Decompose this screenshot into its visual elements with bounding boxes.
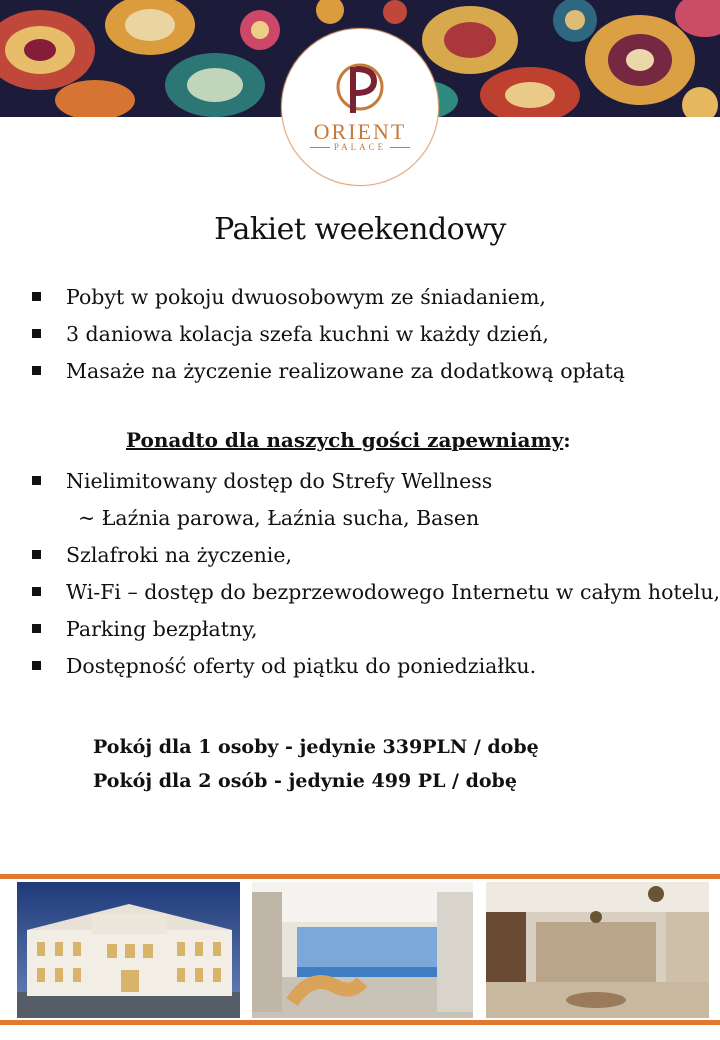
brand-sub: PALACE [282, 142, 438, 152]
list-item [32, 279, 625, 316]
list-item [32, 463, 720, 500]
list-item-text: Dostępność oferty od piątku do poniedziałku. [66, 654, 537, 678]
pool-photo [252, 882, 473, 1018]
list-item [32, 648, 720, 685]
list-item-text: 3 daniowa kolacja szefa kuchni w każdy dzień, [66, 322, 549, 346]
palace-monogram-icon [330, 59, 390, 119]
list-item-text: Parking bezpłatny, [66, 617, 258, 641]
bullet-square-icon [32, 476, 41, 485]
bullet-square-icon [32, 550, 41, 559]
price-single: Pokój dla 1 osoby - jedynie 339PLN / dobę [93, 736, 539, 758]
bullet-square-icon [32, 292, 41, 301]
orange-divider-top [0, 874, 720, 879]
price-block [93, 730, 539, 798]
bullet-square-icon [32, 661, 41, 670]
orient-palace-logo[interactable] [281, 28, 439, 186]
list-item-text: Pobyt w pokoju dwuosobowym ze śniadaniem, [66, 285, 546, 309]
bullet-square-icon [32, 366, 41, 375]
list-item [32, 353, 625, 390]
hotel-exterior-photo [17, 882, 240, 1018]
list-item [32, 537, 720, 574]
bullet-square-icon [32, 329, 41, 338]
subheading-colon: : [563, 428, 571, 452]
bullet-square-icon [32, 587, 41, 596]
subheading-text: Ponadto dla naszych gości zapewniamy [126, 428, 564, 452]
list-item-text: Nielimitowany dostęp do Strefy Wellness [66, 469, 493, 493]
lobby-photo [486, 882, 709, 1018]
page-title: Pakiet weekendowy [214, 212, 506, 247]
price-double: Pokój dla 2 osób - jedynie 499 PL / dobę [93, 770, 517, 792]
list-item-text: Masaże na życzenie realizowane za dodatkową opłatą [66, 359, 626, 383]
package-list [32, 279, 625, 390]
list-item-text: Szlafroki na życzenie, [66, 543, 292, 567]
list-item-text: Wi-Fi – dostęp do bezprzewodowego Internetu w całym hotelu, [66, 580, 720, 604]
list-item [32, 316, 625, 353]
bullet-square-icon [32, 624, 41, 633]
amenities-list [32, 463, 720, 685]
orange-divider-bottom [0, 1020, 720, 1025]
section-subheading [126, 428, 571, 452]
list-item-text: ~ Łaźnia parowa, Łaźnia sucha, Basen [78, 506, 480, 530]
list-item [32, 611, 720, 648]
list-item [32, 574, 720, 611]
list-subitem [32, 500, 720, 537]
brand-name: ORIENT [313, 119, 407, 144]
